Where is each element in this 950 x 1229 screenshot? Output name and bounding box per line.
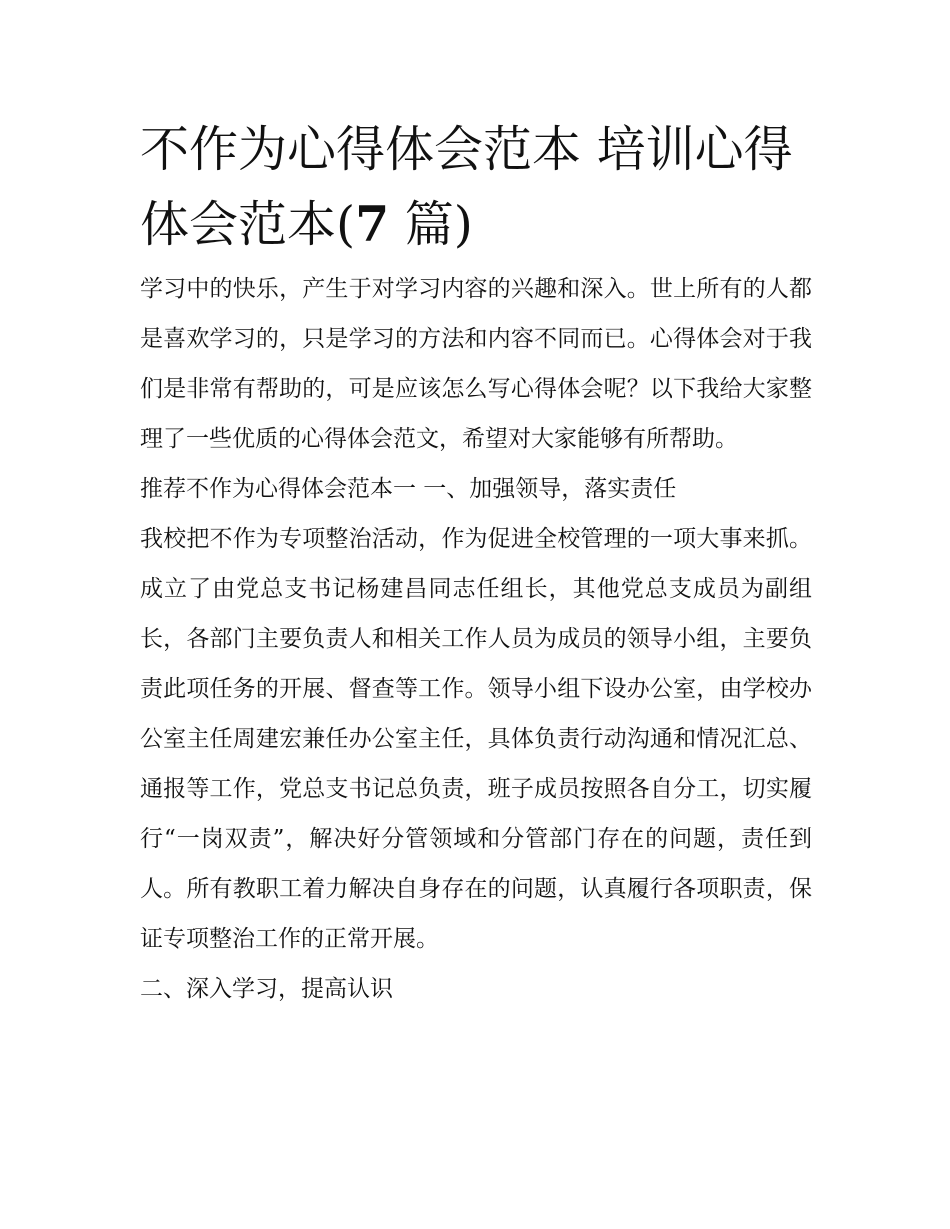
- body-paragraph: 我校把不作为专项整治活动，作为促进全校管理的一项大事来抓。成立了由党总支书记杨建昌同志任组长，其他党总支成员为副组长，各部门主要负责人和相关工作人员为成员的领导小组，主要负责此项任务的开展、督查等工作。领导小组下设办公室，由学校办公室主任周建宏兼任办公室主任，具体负责行动沟通和情况汇总、通报等工作，党总支书记总负责，班子成员按照各自分工，切实履行“一岗双责”，解决好分管领域和分管部门存在的问题，责任到人。所有教职工着力解决自身存在的问题，认真履行各项职责，保证专项整治工作的正常开展。: [140, 526, 812, 952]
- document-body: [140, 264, 812, 1014]
- title-text-part1: 不作为心得体会范本 培训心得体会范本(: [140, 121, 793, 253]
- intro-paragraph: 学习中的快乐，产生于对学习内容的兴趣和深入。世上所有的人都是喜欢学习的，只是学习的方法和内容不同而已。心得体会对于我们是非常有帮助的，可是应该怎么写心得体会呢？以下我给大家整理了一些优质的心得体会范文，希望对大家能够有所帮助。: [140, 276, 812, 452]
- section-heading-two: 二、深入学习，提高认识: [140, 976, 393, 1002]
- title-count-number: 7: [355, 195, 390, 253]
- section-heading-one: 推荐不作为心得体会范本一 一、加强领导，落实责任: [140, 476, 677, 502]
- document-title: [140, 112, 812, 262]
- title-text-part2: 篇): [389, 196, 473, 253]
- document-page: [140, 112, 812, 1014]
